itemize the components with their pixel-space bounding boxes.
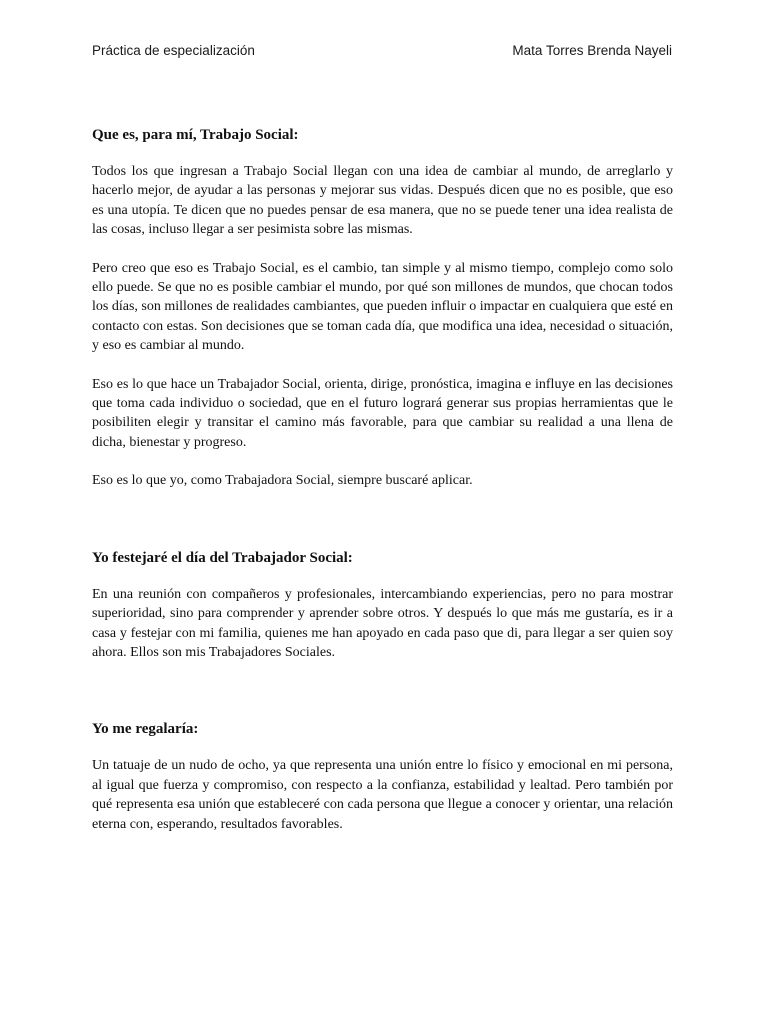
section-heading-regalo <box>92 718 673 740</box>
section-heading-text: Yo me regalaría <box>92 721 194 738</box>
paragraph: Eso es lo que yo, como Trabajadora Social, siempre buscaré aplicar. <box>92 473 473 489</box>
header-course-title: Práctica de especialización <box>92 43 255 58</box>
paragraph: Eso es lo que hace un Trabajador Social, orienta, dirige, pronóstica, imagina e influye en las decisiones que toma cada individuo o sociedad, que en el futuro logrará generar sus propias herramientas que le posibiliten elegir y transitar el camino más favorable, para que cambiar su realidad a una llena de dicha, bienestar y progreso. <box>92 376 673 450</box>
paragraph: Un tatuaje de un nudo de ocho, ya que representa una unión entre lo físico y emocional en mi persona, al igual que fuerza y compromiso, con respecto a la confianza, estabilidad y lealtad. Pero también por qué representa esa unión que estableceré con cada persona que llegue a conocer y orientar, una relación eterna con, esperando, resultados favorables. <box>92 758 673 832</box>
paragraph: Todos los que ingresan a Trabajo Social llegan con una idea de cambiar al mundo, de arreglarlo y hacerlo mejor, de ayudar a las personas y mejorar sus vidas. Después dicen que no es posible, que eso es una utopía. Te dicen que no puedes pensar de esa manera, que no se puede tener una idea realista de las cosas, incluso llegar a ser pesimista sobre las mismas. <box>92 164 673 238</box>
page-header <box>92 43 672 58</box>
paragraph: En una reunión con compañeros y profesionales, intercambiando experiencias, pero no para mostrar superioridad, sino para comprender y aprender sobre otros. Y después lo que más me gustaría, es ir a casa y festejar con mi familia, quienes me han apoyado en cada paso que di, para llegar a ser quien soy ahora. Ellos son mis Trabajadores Sociales. <box>92 586 673 660</box>
section-heading-trabajo-social <box>92 124 673 146</box>
paragraph: Pero creo que eso es Trabajo Social, es el cambio, tan simple y al mismo tiempo, complejo como solo ello puede. Se que no es posible cambiar el mundo, por qué son millones de mundos, que chocan todos los días, son millones de realidades cambiantes, que pueden influir o impactar en cualquiera que esté en contacto con estas. Son decisiones que se toman cada día, que modifica una idea, necesidad o situación, y eso es cambiar al mundo. <box>92 260 673 354</box>
section-heading-suffix: : <box>193 721 199 738</box>
section-heading-text: Que es, para mí, Trabajo Social <box>92 127 294 143</box>
section-heading-suffix: : <box>293 127 299 143</box>
section-heading-festejo <box>92 547 673 569</box>
header-author-name: Mata Torres Brenda Nayeli <box>512 43 672 58</box>
section-heading-text: Yo festejaré el día del Trabajador Social: <box>92 549 353 566</box>
document-body <box>92 124 673 834</box>
